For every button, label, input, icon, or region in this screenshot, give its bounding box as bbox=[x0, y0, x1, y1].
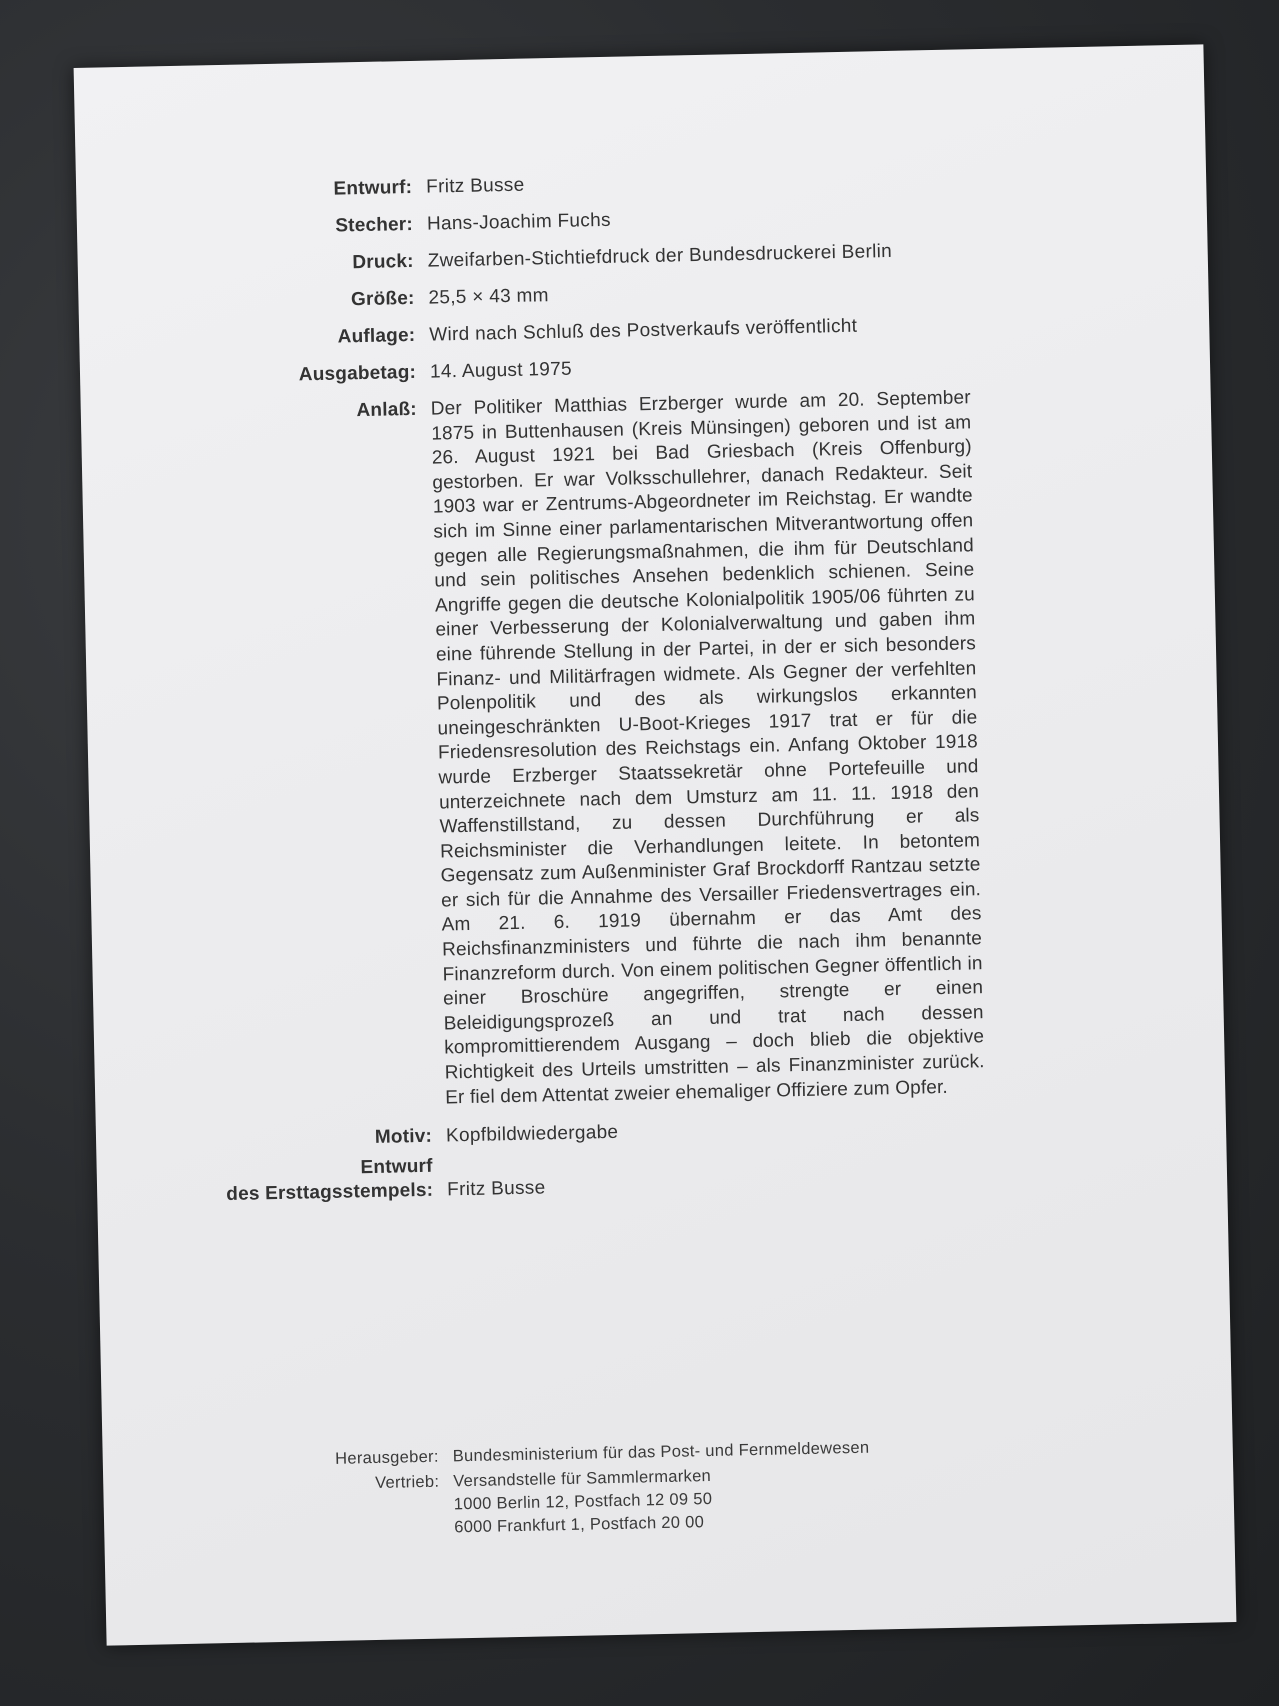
field-value: 14. August 1975 bbox=[429, 358, 573, 383]
footer-value: Bundesministerium für das Post- und Fernmeldewesen bbox=[452, 1438, 870, 1466]
field-value: Zweifarben-Stichtiefdruck der Bundesdruckerei Berlin bbox=[427, 240, 893, 272]
footer-label: Herausgeber: bbox=[335, 1447, 439, 1468]
field-value: Fritz Busse bbox=[446, 1177, 546, 1201]
field-label: Stecher: bbox=[335, 213, 414, 237]
field-label: Ausgabetag: bbox=[298, 361, 417, 386]
stamp-details bbox=[76, 159, 1210, 392]
footer-address-line: Versandstelle für Sammlermarken bbox=[453, 1466, 712, 1491]
sheet-content bbox=[76, 159, 1227, 1210]
field-value: Hans-Joachim Fuchs bbox=[426, 209, 611, 235]
anlass-text: Der Politiker Matthias Erzberger wurde am 20. September 1875 in Buttenhausen (Kreis Münsingen) geboren und ist am 26. August 1921 bei Bad Griesbach (Kreis Offenburg) gestorben. Er war Volksschullehrer, danach Redakteur. Seit 1903 war er Zentrums-Abgeordneter im Reichstag. Er wandte sich im Sinne einer parlamentarischen Mitverantwortung offen gegen alle Regierungsmaßnahmen, die ihm für Deutschland und sein politisches Ansehen bedenklich schienen. Seine Angriffe gegen die deutsche Kolonialpolitik 1905/06 führten zu einer Verbesserung der Kolonialverwaltung und gaben ihm eine führende Stellung in der Partei, in der er sich besonders Finanz- und Militärfragen widmete. Als Gegner der verfehlten Polenpolitik und des als wirkungslos erkannten uneingeschränkten U-Boot-Krieges 1917 trat er für die Friedensresolution des Reichstags ein. Anfang Oktober 1918 wurde Erzberger Staatssekretär ohne Portefeuille und unterzeichnete nach dem Umsturz am 11. 11. 1918 den Waffenstillstand, zu dessen Durchführung er als Reichsminister die Verhandlungen leitete. In betontem Gegensatz zum Außenminister Graf Brockdorff Rantzau setzte er sich für die Annahme des Versailler Friedensvertrages ein. Am 21. 6. 1919 übernahm er das Amt des Reichsfinanzministers und führte die nach ihm benannte Finanzreform durch. Von einem politischen Gegner öffentlich in einer Broschüre angegriffen, strengte er einen Beleidigungsprozeß an und trat nach dessen kompromittierendem Ausgang – doch blieb die objektive Richtigkeit des Urteils umstritten – als Finanzminister zurück. Er fiel dem Attentat zweier ehemaliger Offiziere zum Opfer. bbox=[430, 387, 985, 1109]
field-value: Kopfbildwiedergabe bbox=[445, 1122, 619, 1147]
footer-value bbox=[453, 1465, 713, 1539]
field-anlass bbox=[81, 381, 1226, 1118]
field-label: Entwurf: bbox=[333, 176, 413, 200]
field-label: Größe: bbox=[350, 287, 415, 311]
field-label: Anlaß: bbox=[356, 398, 418, 422]
field-label: Druck: bbox=[352, 250, 414, 274]
field-label-line1: Entwurf bbox=[360, 1155, 433, 1179]
footer-label: Vertrieb: bbox=[374, 1472, 440, 1492]
field-label bbox=[97, 1155, 448, 1210]
field-value: Wird nach Schluß des Postverkaufs veröffentlicht bbox=[429, 315, 858, 346]
stamp-info-sheet bbox=[74, 44, 1237, 1645]
footer-address-line: 6000 Frankfurt 1, Postfach 20 00 bbox=[454, 1513, 705, 1537]
field-value: Fritz Busse bbox=[425, 174, 525, 198]
field-label-line2: des Ersttagsstempels: bbox=[226, 1179, 434, 1206]
field-value: 25,5 × 43 mm bbox=[428, 285, 550, 309]
field-label: Motiv: bbox=[374, 1125, 433, 1149]
publisher-footer bbox=[103, 1429, 1235, 1549]
footer-address-line: 1000 Berlin 12, Postfach 12 09 50 bbox=[453, 1489, 713, 1514]
field-label: Auflage: bbox=[337, 324, 416, 348]
